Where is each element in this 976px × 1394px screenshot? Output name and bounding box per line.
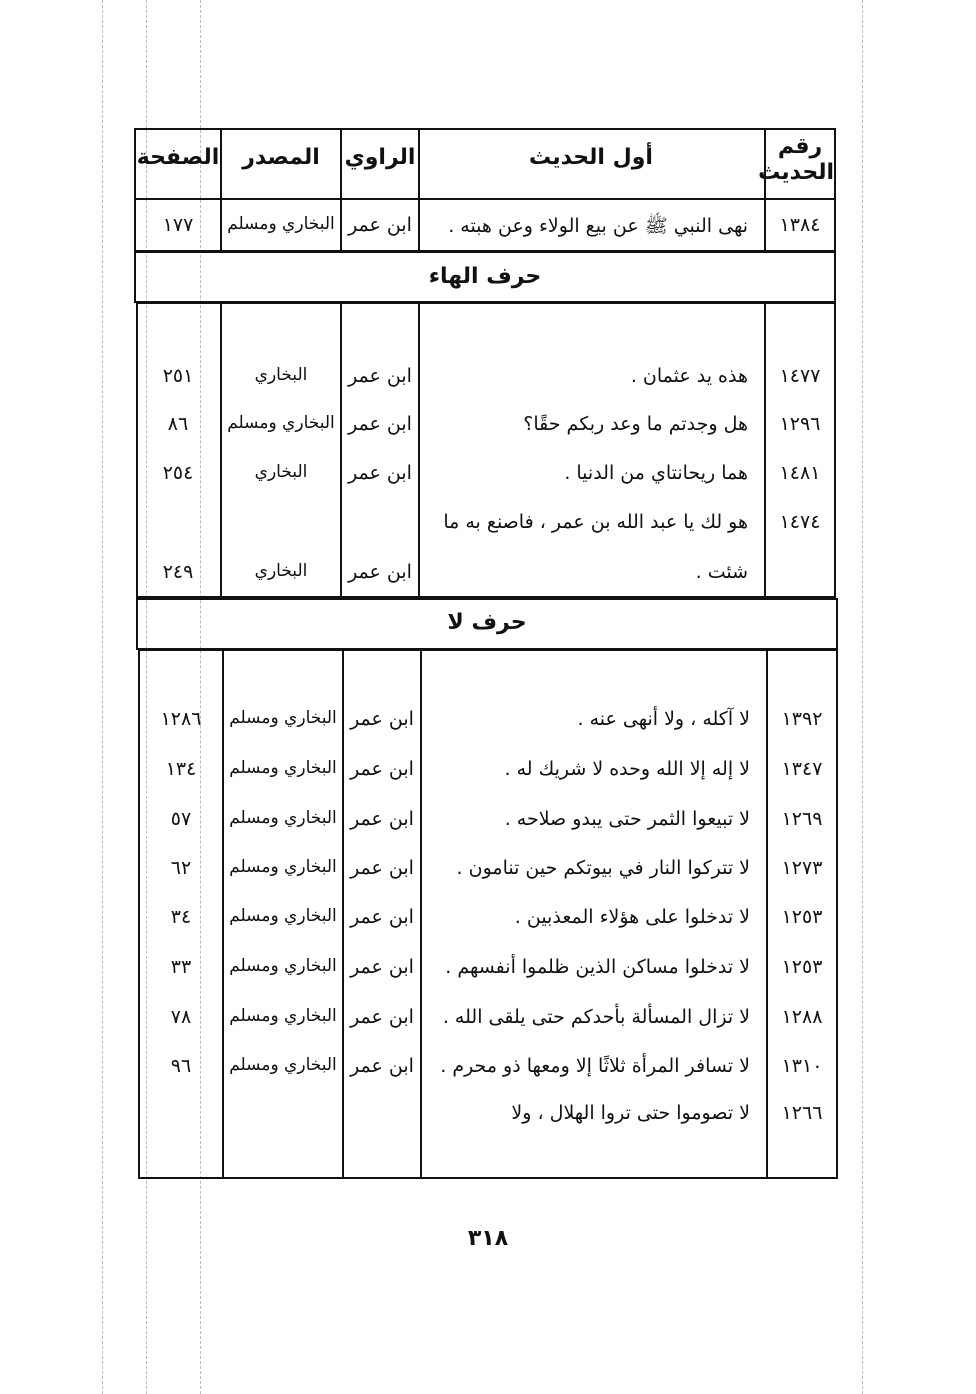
row-narrator: ابن عمر	[348, 413, 412, 435]
column-divider	[220, 302, 222, 598]
page-number: ٣١٨	[467, 1226, 509, 1251]
row-page: ١٧٧	[162, 214, 194, 236]
row-first: لا تبيعوا الثمر حتى يبدو صلاحه .	[504, 808, 750, 830]
section-ha-title: حرف الهاء	[428, 264, 542, 289]
column-divider	[764, 302, 766, 598]
row-narrator: ابن عمر	[350, 956, 414, 978]
header-number: رقم الحديث	[758, 134, 834, 185]
row-number: ١٣٩٢	[781, 708, 823, 730]
row-number: ١٢٥٣	[781, 956, 823, 978]
row-number: ١٤٧٤	[779, 511, 821, 533]
row-first: لا تدخلوا على هؤلاء المعذبين .	[514, 906, 750, 928]
section-ha-table	[136, 302, 836, 598]
row-first: لا تصوموا حتى تروا الهلال ، ولا	[511, 1102, 750, 1124]
row-source: البخاري ومسلم	[229, 708, 337, 728]
row-source: البخاري ومسلم	[229, 1006, 337, 1026]
row-narrator: ابن عمر	[350, 808, 414, 830]
row-source: البخاري	[254, 365, 308, 385]
row-first: لا تزال المسألة بأحدكم حتى يلقى الله .	[442, 1006, 750, 1028]
row-first: هل وجدتم ما وعد ربكم حقًا؟	[523, 413, 748, 435]
row-number: ١٤٨١	[779, 462, 821, 484]
row-source: البخاري ومسلم	[229, 808, 337, 828]
row-source: البخاري ومسلم	[227, 214, 335, 234]
row-first: هما ريحانتاي من الدنيا .	[564, 462, 748, 484]
row-page: ٢٥٤	[162, 462, 194, 484]
row-first: هذه يد عثمان .	[630, 365, 748, 387]
row-source: البخاري ومسلم	[227, 413, 335, 433]
row-page: ٩٦	[170, 1055, 192, 1077]
row-source: البخاري	[254, 561, 308, 581]
row-number: ١٢٥٣	[781, 906, 823, 928]
row-first: هو لك يا عبد الله بن عمر ، فاصنع به ما	[443, 511, 748, 533]
scan-guide-line	[862, 0, 863, 1394]
row-narrator: ابن عمر	[350, 857, 414, 879]
row-page: ٢٤٩	[162, 561, 194, 583]
row-first-continuation: شئت .	[695, 561, 748, 583]
row-page: ١٢٨٦	[160, 708, 202, 730]
row-narrator: ابن عمر	[350, 1055, 414, 1077]
row-page: ٦٢	[170, 857, 192, 879]
row-first: لا تدخلوا مساكن الذين ظلموا أنفسهم .	[445, 956, 750, 978]
header-page: الصفحة	[136, 145, 220, 170]
row-number: ١٢٧٣	[781, 857, 823, 879]
row-number: ١٢٦٩	[781, 808, 823, 830]
row-page: ٧٨	[170, 1006, 192, 1028]
row-first: لا إله إلا الله وحده لا شريك له .	[504, 758, 750, 780]
row-narrator: ابن عمر	[350, 758, 414, 780]
row-narrator: ابن عمر	[348, 462, 412, 484]
row-first: نهى النبي ﷺ عن بيع الولاء وعن هبته .	[448, 215, 748, 237]
row-page: ١٣٤	[165, 758, 197, 780]
row-source: البخاري ومسلم	[229, 857, 337, 877]
row-page: ٣٤	[170, 906, 192, 928]
row-number: ١٣١٠	[781, 1055, 823, 1077]
row-first: لا تتركوا النار في بيوتكم حين تنامون .	[456, 857, 750, 879]
scan-guide-line	[102, 0, 103, 1394]
header-source: المصدر	[242, 145, 320, 170]
header-first: أول الحديث	[529, 145, 653, 170]
row-narrator: ابن عمر	[348, 561, 412, 583]
row-number: ١٢٨٨	[781, 1006, 823, 1028]
row-source: البخاري ومسلم	[229, 956, 337, 976]
row-narrator: ابن عمر	[350, 1006, 414, 1028]
row-number: ١٣٨٤	[779, 214, 821, 236]
row-narrator: ابن عمر	[350, 708, 414, 730]
row-page: ٥٧	[170, 808, 192, 830]
row-first: لا تسافر المرأة ثلاثًا إلا ومعها ذو محرم .	[440, 1055, 750, 1077]
row-source: البخاري ومسلم	[229, 1055, 337, 1075]
header-divider	[134, 198, 836, 200]
row-source: البخاري	[254, 462, 308, 482]
row-narrator: ابن عمر	[350, 906, 414, 928]
row-number: ١٢٩٦	[779, 413, 821, 435]
row-page: ٢٥١	[162, 365, 194, 387]
column-divider	[340, 302, 342, 598]
row-page: ٣٣	[170, 956, 192, 978]
row-narrator: ابن عمر	[348, 214, 412, 236]
header-narrator: الراوي	[344, 145, 416, 170]
row-number: ١٢٦٦	[781, 1102, 823, 1124]
row-number: ١٣٤٧	[781, 758, 823, 780]
section-la-title: حرف لا	[447, 610, 527, 635]
row-page: ٨٦	[167, 413, 189, 435]
row-source: البخاري ومسلم	[229, 758, 337, 778]
row-number: ١٤٧٧	[779, 365, 821, 387]
column-divider	[418, 302, 420, 598]
row-first: لا آكله ، ولا أنهى عنه .	[577, 708, 750, 730]
row-source: البخاري ومسلم	[229, 906, 337, 926]
row-narrator: ابن عمر	[348, 365, 412, 387]
